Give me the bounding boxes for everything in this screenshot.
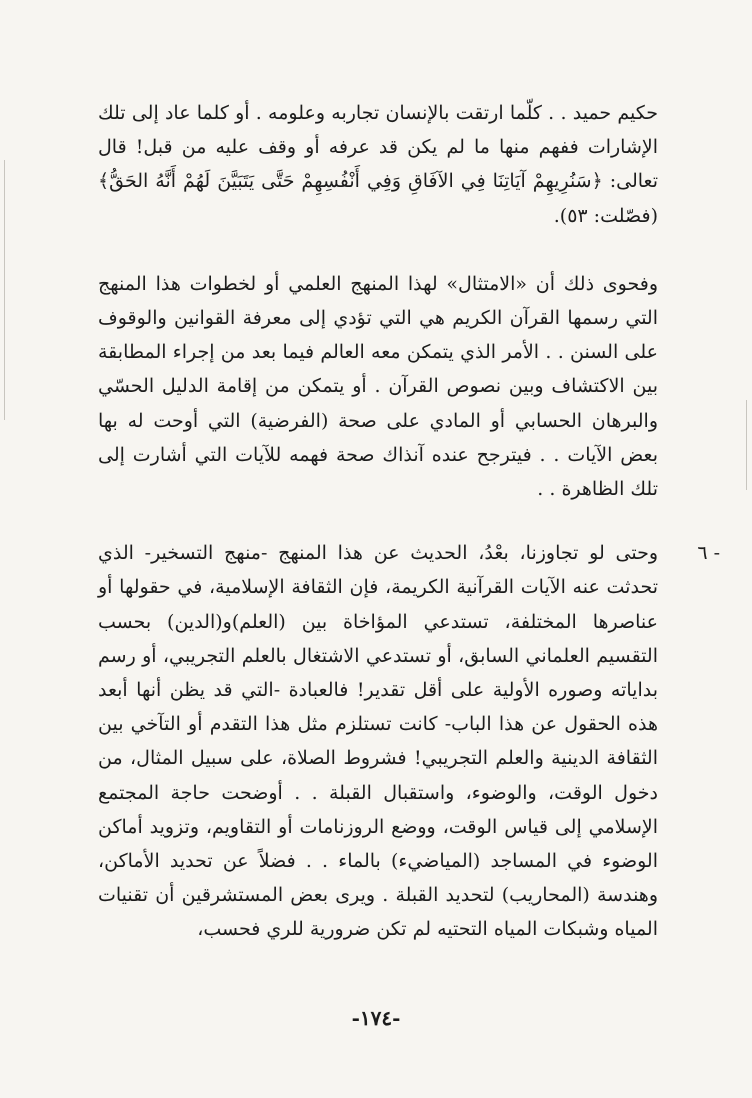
item-6-text: وحتى لو تجاوزنا، بعْدُ، الحديث عن هذا المنهج -منهج التسخير- الذي تحدثت عنه الآيات القرآنية الكريمة، فإن الثقافة الإسلامية، في حقولها أو عناصرها المختلفة، تستدعي المؤاخاة بين (العلم)و(الدين) بحسب التقسيم العلماني السابق، أو تستدعي الاشتغال بالعلم التجريبي، أو رسم بداياته وصوره الأولية على أقل تقدير! فالعبادة -التي قد يظن أنها أبعد هذه الحقول عن هذا الباب- كانت تستلزم مثل هذا التقدم أو التآخي بين الثقافة الدينية والعلم التجريبي! فشروط الصلاة، على سبيل المثال، من دخول الوقت، والوضوء، واستقبال القبلة . . أوضحت حاجة المجتمع الإسلامي إلى قياس الوقت، ووضع الروزنامات أو التقاويم، وتزويد أماكن الوضوء في المساجد (المياضيء) بالماء . . فضلاً عن تحديد الأماكن، وهندسة (المحاريب) لتحديد القبلة . ويرى بعض المستشرقين أن تقنيات المياه وشبكات المياه التحتيه لم تكن ضرورية للري فحسب، [98,542,659,941]
page-number: -١٧٤- [351,1006,401,1030]
paragraph-1: حكيم حميد . . كلّما ارتقت بالإنسان تجاربه وعلومه . أو كلما عاد إلى تلك الإشارات ففهم منها ما لم يكن قد عرفه أو وقف عليه من قبل! قال تعالى: ﴿سَنُرِيهِمْ آيَاتِنَا فِي الآفَاقِ وَفِي أَنْفُسِهِمْ حَتَّى يَتَبَيَّنَ لَهُمْ أَنَّهُ الحَقُّ﴾ (فصّلت: ٥٣). [98,102,658,227]
numbered-item-6 [98,536,720,946]
paragraph-2: وفحوى ذلك أن «الامتثال» لهذا المنهج العلمي أو لخطوات هذا المنهج التي رسمها القرآن الكريم هي التي تؤدي إلى معرفة القوانين والوقوف على السنن . . الأمر الذي يتمكن معه العالم فيما بعد من إجراء المطابقة بين الاكتشاف وبين نصوص القرآن . أو يتمكن من إقامة الدليل الحسّي والبرهان الحسابي أو المادي على صحة (الفرضية) التي أوحت له بها بعض الآيات . . فيترجح عنده آنذاك صحة فهمه للآيات التي أشارت إلى تلك الظاهرة . . [98,272,658,501]
item-number: ٦ - [697,542,720,565]
page-edge-line [4,160,5,420]
body-text [98,96,720,947]
page-edge-line [746,400,747,490]
